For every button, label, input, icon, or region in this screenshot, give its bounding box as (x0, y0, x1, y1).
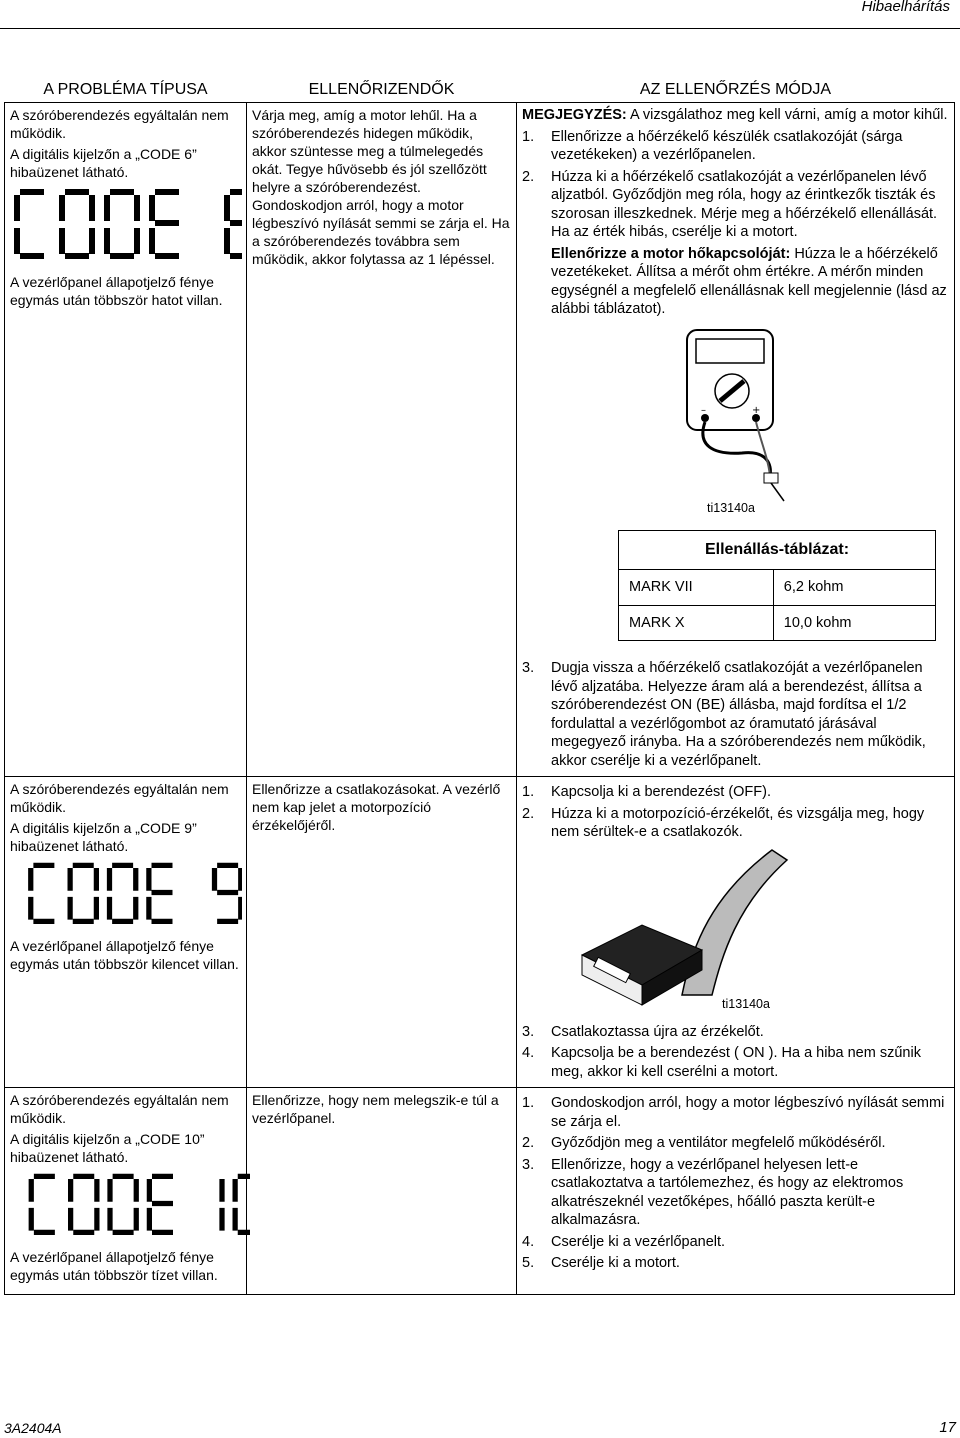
problem-text: A digitális kijelzőn a „CODE 6” hibaüzenet látható. (10, 146, 197, 180)
lcd-segment (110, 189, 134, 195)
resistance-table (618, 530, 936, 642)
method-cell (517, 103, 955, 777)
lcd-segment (224, 195, 230, 221)
multimeter-icon (652, 325, 952, 515)
problem-text: A vezérlőpanel állapotjelző fénye egymás után többször kilencet villan. (10, 938, 239, 972)
lcd-segment (147, 1208, 152, 1231)
problem-text: A szóróberendezés egyáltalán nem működik. (10, 1092, 229, 1126)
problem-cell (5, 1088, 247, 1295)
lcd-segment (107, 1179, 112, 1202)
list-item: 4. Cserélje ki a vezérlőpanelt. (522, 1233, 726, 1250)
problem-text: A digitális kijelzőn a „CODE 9” hibaüzenet látható. (10, 820, 197, 854)
lcd-segment (89, 195, 95, 221)
lcd-segment (29, 1179, 34, 1202)
lcd-segment (33, 863, 54, 868)
lcd-segment (34, 1174, 55, 1179)
lcd-segment (233, 1208, 238, 1231)
footer-page-number: 17 (939, 1419, 956, 1436)
lcd-segment (230, 220, 242, 226)
problem-text: A szóróberendezés egyáltalán nem működik. (10, 107, 229, 141)
lcd-segment (68, 1208, 73, 1231)
svg-text:+: + (752, 404, 761, 416)
multimeter-figure (522, 319, 949, 524)
lcd-segment (233, 1179, 238, 1202)
lcd-segment (152, 1201, 173, 1206)
lcd-segment (65, 189, 89, 195)
lcd-segment (20, 253, 44, 259)
list-item: 1. Kapcsolja ki a berendezést (OFF). (522, 784, 772, 800)
lcd-segment (28, 868, 33, 891)
list-item: 4. Kapcsolja be a berendezést ( ON ). Ha a hiba nem szűnik meg, akkor ki kell cserélni a motort. (522, 1045, 921, 1080)
lcd-segment (28, 897, 33, 920)
lcd-segment (73, 1174, 94, 1179)
lcd-segment (238, 1230, 250, 1235)
problem-text: A digitális kijelzőn a „CODE 10” hibaüzenet látható. (10, 1131, 205, 1165)
header-check-method: AZ ELLENŐRZÉS MÓDJA (517, 78, 955, 103)
lcd-segment (152, 919, 173, 924)
lcd-segment (134, 1208, 139, 1231)
table-header-row (5, 78, 955, 103)
problem-text: A szóróberendezés egyáltalán nem működik. (10, 781, 229, 815)
list-item: 2. Győződjön meg a ventilátor megfelelő működéséről. (522, 1135, 886, 1151)
page-header-title: Hibaelhárítás (861, 0, 950, 15)
list-item: 3. Csatlakoztassa újra az érzékelőt. (522, 1023, 764, 1040)
lcd-segment (112, 919, 133, 924)
lcd-segment (104, 195, 110, 221)
list-item: 1. Gondoskodjon arról, hogy a motor légbeszívó nyílását semmi se zárja el. (522, 1095, 945, 1130)
problem-text: A vezérlőpanel állapotjelző fénye egymás után többször hatot villan. (10, 274, 223, 308)
lcd-segment (133, 897, 138, 920)
lcd-segment (217, 919, 238, 924)
lcd-segment (89, 228, 95, 254)
lcd-segment (59, 195, 65, 221)
lcd-segment (29, 1208, 34, 1231)
note-text: A vizsgálathoz meg kell várni, amíg a motor kihűl. (626, 107, 948, 123)
code-display-image (12, 1172, 250, 1242)
lcd-segment (152, 1230, 173, 1235)
lcd-segment (149, 228, 155, 254)
lcd-segment (107, 1208, 112, 1231)
lcd-segment (152, 1174, 173, 1179)
lcd-segment (112, 863, 133, 868)
lcd-segment (155, 253, 179, 259)
lcd-segment (219, 1208, 224, 1231)
lcd-segment (113, 1174, 134, 1179)
lcd-segment (134, 228, 140, 254)
lcd-segment (65, 253, 89, 259)
lcd-segment (146, 868, 151, 891)
table-row (5, 1088, 955, 1295)
lcd-segment (14, 228, 20, 254)
lcd-segment (68, 868, 73, 891)
lcd-segment (146, 897, 151, 920)
lcd-segment (230, 253, 242, 259)
lcd-segment (113, 1230, 134, 1235)
lcd-segment (14, 195, 20, 221)
lcd-segment (217, 863, 238, 868)
lcd-segment (238, 897, 242, 920)
lcd-segment (230, 189, 242, 195)
table-row: MARK VII 6,2 kohm (619, 570, 936, 606)
check-text: Ellenőrizze a csatlakozásokat. A vezérlő nem kap jelet a motorpozíció érzékelőjéről. (252, 781, 501, 833)
lcd-segment (134, 195, 140, 221)
lcd-segment (104, 228, 110, 254)
lcd-segment (152, 863, 173, 868)
lcd-segment (33, 919, 54, 924)
problem-cell (5, 103, 247, 777)
sensor-figure (522, 845, 949, 1020)
lcd-segment (134, 1179, 139, 1202)
lcd-segment (155, 220, 179, 226)
lcd-segment (155, 189, 179, 195)
code-display-image (12, 187, 242, 267)
table-row: MARK X 10,0 kohm (619, 605, 936, 641)
lcd-segment (34, 1230, 55, 1235)
lcd-segment (224, 228, 230, 254)
lcd-segment (94, 1179, 99, 1202)
lcd-segment (238, 868, 242, 891)
check-cell (247, 103, 517, 777)
lcd-segment (73, 919, 94, 924)
lcd-segment (59, 228, 65, 254)
lcd-segment (219, 1179, 224, 1202)
lcd-segment (147, 1179, 152, 1202)
list-item: 2. Húzza ki a motorpozíció-érzékelőt, és vizsgálja meg, hogy nem sérültek-e a csatlakozók. (522, 805, 925, 840)
lcd-segment (73, 1230, 94, 1235)
lcd-segment (68, 1179, 73, 1202)
footer-doc-number: 3A2404A (4, 1420, 62, 1436)
header-problem-type: A PROBLÉMA TÍPUSA (5, 78, 247, 103)
list-item: 3. Dugja vissza a hőérzékelő csatlakozóját a vezérlőpanelen lévő aljzatába. Helyezze áram alá a berendezést, állítsa a szóróberendezést ON (BE) állásba, majd fordítsa el 1/2 fordulattal a vezérlőgombot az óramutató járásával megegyező irányba. Ha a szóróberendezés nem működik, akkor cserélje ki a vezérlőpanelt. (522, 660, 926, 769)
table-row (5, 777, 955, 1088)
check-text: Várja meg, amíg a motor lehűl. Ha a szóróberendezés hidegen működik, akkor szüntesse meg a túlmelegedés okát. Tegye hűvösebb és jól szellőzött helyre a szóróberendezést. Gondoskodjon arról, hogy a motor légbeszívó nyílását semmi se zárja el. Ha a szóróberendezés továbbra sem működik, akkor folytassa az 1 lépéssel. (252, 107, 510, 267)
method-cell (517, 777, 955, 1088)
lcd-segment (107, 897, 112, 920)
figure-label: ti13140a (707, 500, 755, 515)
lcd-segment (107, 868, 112, 891)
svg-text:–: – (701, 404, 706, 416)
lcd-segment (94, 868, 99, 891)
lcd-segment (212, 868, 217, 891)
code-display-image (12, 861, 242, 931)
check-cell (247, 1088, 517, 1295)
lcd-segment (20, 189, 44, 195)
lcd-segment (94, 897, 99, 920)
lcd-segment (110, 253, 134, 259)
lcd-segment (152, 890, 173, 895)
header-rule (0, 28, 960, 29)
list-item: 5. Cserélje ki a motort. (522, 1255, 680, 1271)
switch-instruction: Ellenőrizze a motor hőkapcsolóját: Húzza le a hőérzékelő vezetékeket. Állítsa a mérőt ohm értékre. A mérőn minden egységnél a megfelelő ellenállásnak kell megjelennie (lásd az alábbi táblázatot). (551, 245, 947, 317)
lcd-segment (94, 1208, 99, 1231)
list-item: 3. Ellenőrizze, hogy a vezérlőpanel helyesen lett-e csatlakoztatva a tartólemezhez, és hogy az elektromos alkatrészeknél vezetőképes, hőálló paszta került-e alkalmazásra. (522, 1156, 904, 1228)
figure-label: ti13140a (722, 996, 770, 1011)
list-item: 1. Ellenőrizze a hőérzékelő készülék csatlakozóját (sárga vezetékeken) a vezérlőpanelen. (522, 128, 903, 163)
problem-cell (5, 777, 247, 1088)
check-cell (247, 777, 517, 1088)
list-item: 2. Húzza ki a hőérzékelő csatlakozóját a vezérlőpanelen lévő aljzatból. Győződjön meg róla, hogy az érintkezők tiszták és szorosan illeszkednek. Mérje meg a hőérzékelő ellenállását. Ha az érték hibás, cserélje ki a motort. (522, 168, 938, 240)
check-text: Ellenőrizze, hogy nem melegszik-e túl a vezérlőpanel. (252, 1092, 499, 1126)
lcd-segment (217, 890, 238, 895)
lcd-segment (238, 1174, 250, 1179)
note-label: MEGJEGYZÉS: (522, 107, 627, 123)
header-checks: ELLENŐRIZENDŐK (247, 78, 517, 103)
sensor-connector-icon (562, 845, 822, 1015)
lcd-segment (133, 868, 138, 891)
table-row (5, 103, 955, 777)
resistance-table-title: Ellenállás-táblázat: (619, 530, 936, 570)
lcd-segment (149, 195, 155, 221)
lcd-segment (68, 897, 73, 920)
troubleshooting-table (4, 78, 955, 1295)
problem-text: A vezérlőpanel állapotjelző fénye egymás után többször tízet villan. (10, 1249, 218, 1283)
lcd-segment (73, 863, 94, 868)
method-cell (517, 1088, 955, 1295)
